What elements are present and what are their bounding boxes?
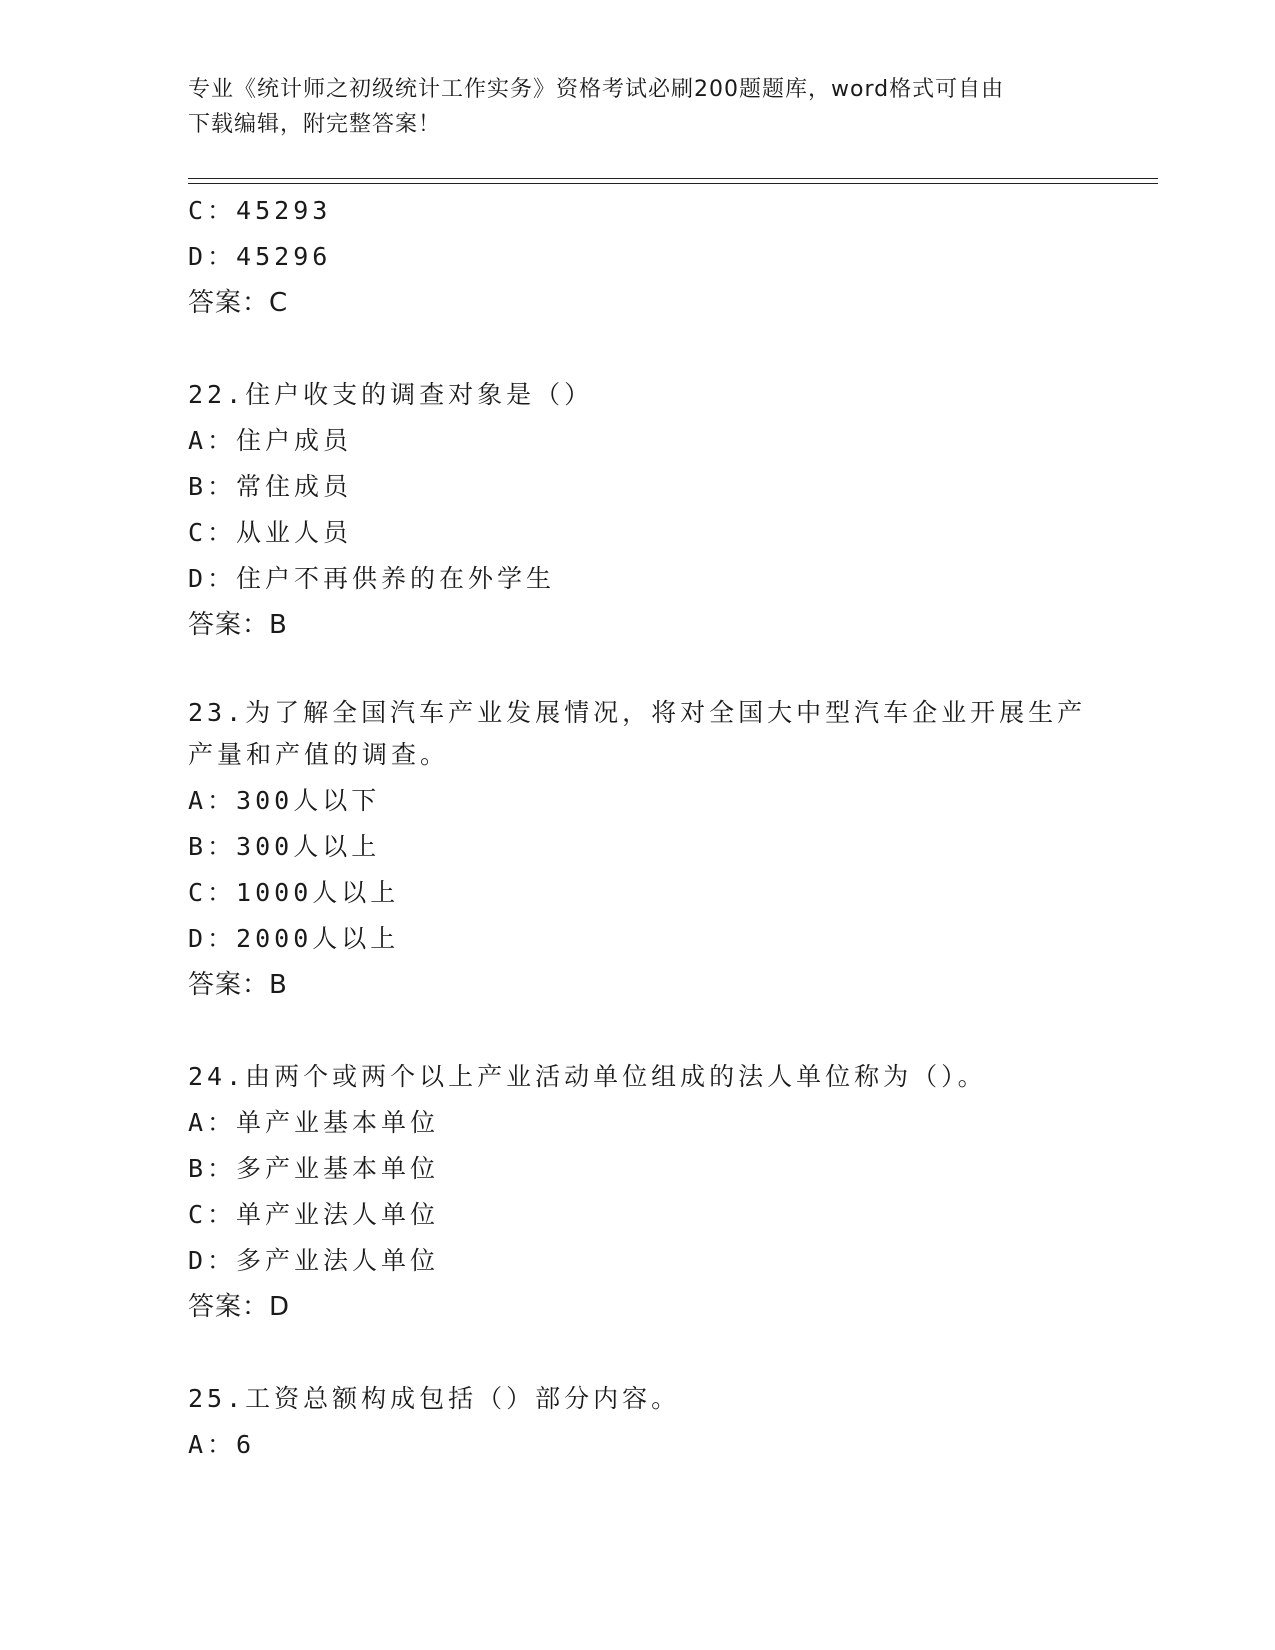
header-divider-bottom [188, 183, 1158, 184]
option-b: B：多产业基本单位 [188, 1154, 440, 1183]
option-d: D：2000人以上 [188, 924, 400, 953]
option-c: C：单产业法人单位 [188, 1200, 440, 1229]
question-22 [188, 372, 1088, 648]
option-c: C：1000人以上 [188, 878, 400, 907]
option-c: C：从业人员 [188, 518, 353, 547]
spacer [188, 1008, 1088, 1054]
spacer [188, 1330, 1088, 1376]
question-stem: 24.由两个或两个以上产业活动单位组成的法人单位称为（）。 [188, 1062, 987, 1091]
answer-line: 答案：C [188, 288, 289, 318]
answer-line: 答案：B [188, 610, 288, 640]
option-b: B：300人以上 [188, 832, 381, 861]
option-a: A：单产业基本单位 [188, 1108, 440, 1137]
header-divider-top [188, 178, 1158, 179]
option-b: B：常住成员 [188, 472, 353, 501]
question-24 [188, 1054, 1088, 1330]
spacer [188, 326, 1088, 372]
answer-line: 答案：D [188, 1292, 291, 1322]
header-line-1: 专业《统计师之初级统计工作实务》资格考试必刷200题题库，word格式可自由 [188, 77, 1005, 102]
question-stem: 23.为了解全国汽车产业发展情况，将对全国大中型汽车企业开展生产 [188, 698, 1087, 727]
option-d: D：多产业法人单位 [188, 1246, 440, 1275]
option-a: A：300人以下 [188, 786, 381, 815]
header-line-2: 下载编辑，附完整答案！ [188, 112, 442, 137]
question-list [188, 188, 1088, 1468]
option-a: A：6 [188, 1430, 256, 1459]
document-header [188, 72, 1088, 142]
spacer [188, 648, 1088, 694]
option-d: D：45296 [188, 242, 332, 271]
option-c: C：45293 [188, 196, 332, 225]
answer-line: 答案：B [188, 970, 288, 1000]
question-stem: 22.住户收支的调查对象是（） [188, 380, 594, 409]
option-a: A：住户成员 [188, 426, 353, 455]
question-23 [188, 694, 1088, 1008]
question-25 [188, 1376, 1088, 1468]
question-21-tail [188, 188, 1088, 326]
question-stem: 25.工资总额构成包括（）部分内容。 [188, 1384, 681, 1413]
question-stem-continued: 产量和产值的调查。 [188, 740, 450, 769]
option-d: D：住户不再供养的在外学生 [188, 564, 556, 593]
